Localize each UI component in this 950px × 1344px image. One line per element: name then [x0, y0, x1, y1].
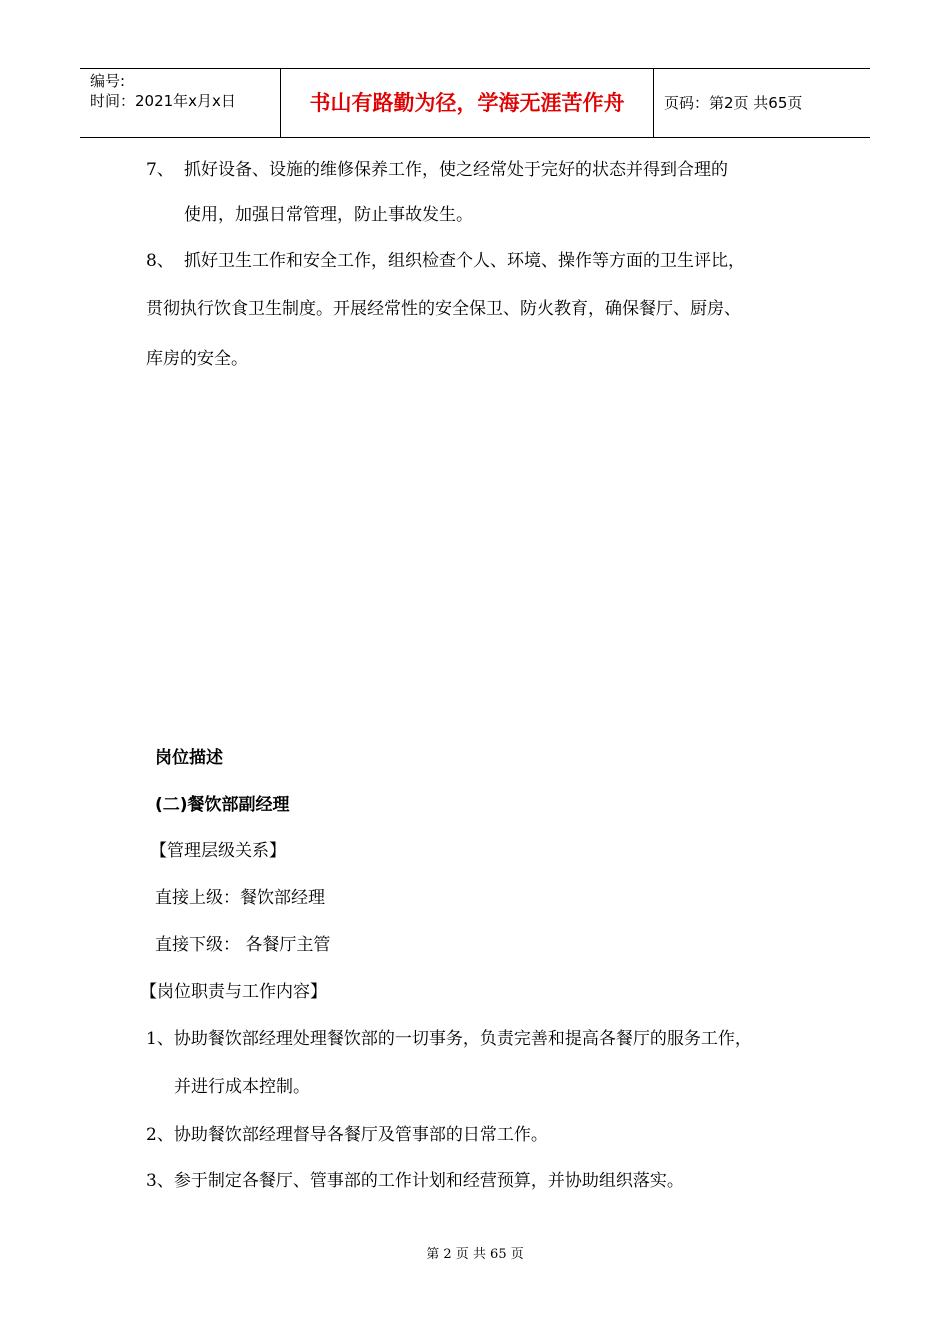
header-meta — [90, 71, 236, 111]
hierarchy-heading: 【管理层级关系】 — [150, 841, 286, 861]
header-divider — [653, 69, 654, 137]
page-header — [80, 68, 870, 138]
direct-subordinate: 直接下级： 各餐厅主管 — [155, 935, 331, 955]
duty-2-line1: 2、协助餐饮部经理督导各餐厅及管事部的日常工作。 — [146, 1125, 548, 1145]
duty-3-line1: 3、参于制定各餐厅、管事部的工作计划和经营预算，并协助组织落实。 — [146, 1171, 684, 1191]
duty-1-line2: 并进行成本控制。 — [174, 1077, 310, 1097]
duty-item-8-line1: 抓好卫生工作和安全工作，组织检查个人、环境、操作等方面的卫生评比， — [184, 251, 745, 271]
section-subtitle: (二)餐饮部副经理 — [155, 795, 290, 815]
duty-item-8-line3: 库房的安全。 — [146, 349, 248, 369]
duty-item-7-line1: 抓好设备、设施的维修保养工作，使之经常处于完好的状态并得到合理的 — [184, 160, 728, 180]
duties-heading: 【岗位职责与工作内容】 — [140, 982, 327, 1002]
duty-item-7-number: 7、 — [146, 160, 174, 180]
header-page-info: 页码：第2页 共65页 — [664, 94, 803, 112]
time-label: 时间：2021年x月x日 — [90, 92, 236, 110]
duty-1-line1: 1、协助餐饮部经理处理餐饮部的一切事务，负责完善和提高各餐厅的服务工作， — [146, 1029, 752, 1049]
page-footer: 第 2 页 共 65 页 — [426, 1247, 524, 1262]
direct-superior: 直接上级：餐饮部经理 — [155, 888, 325, 908]
duty-item-8-number: 8、 — [146, 251, 174, 271]
section-title: 岗位描述 — [155, 748, 223, 768]
header-motto: 书山有路勤为径，学海无涯苦作舟 — [309, 91, 625, 115]
number-label: 编号: — [90, 72, 126, 90]
duty-item-7-line2: 使用，加强日常管理，防止事故发生。 — [184, 205, 473, 225]
duty-item-8-line2: 贯彻执行饮食卫生制度。开展经常性的安全保卫、防火教育，确保餐厅、厨房、 — [146, 299, 741, 319]
